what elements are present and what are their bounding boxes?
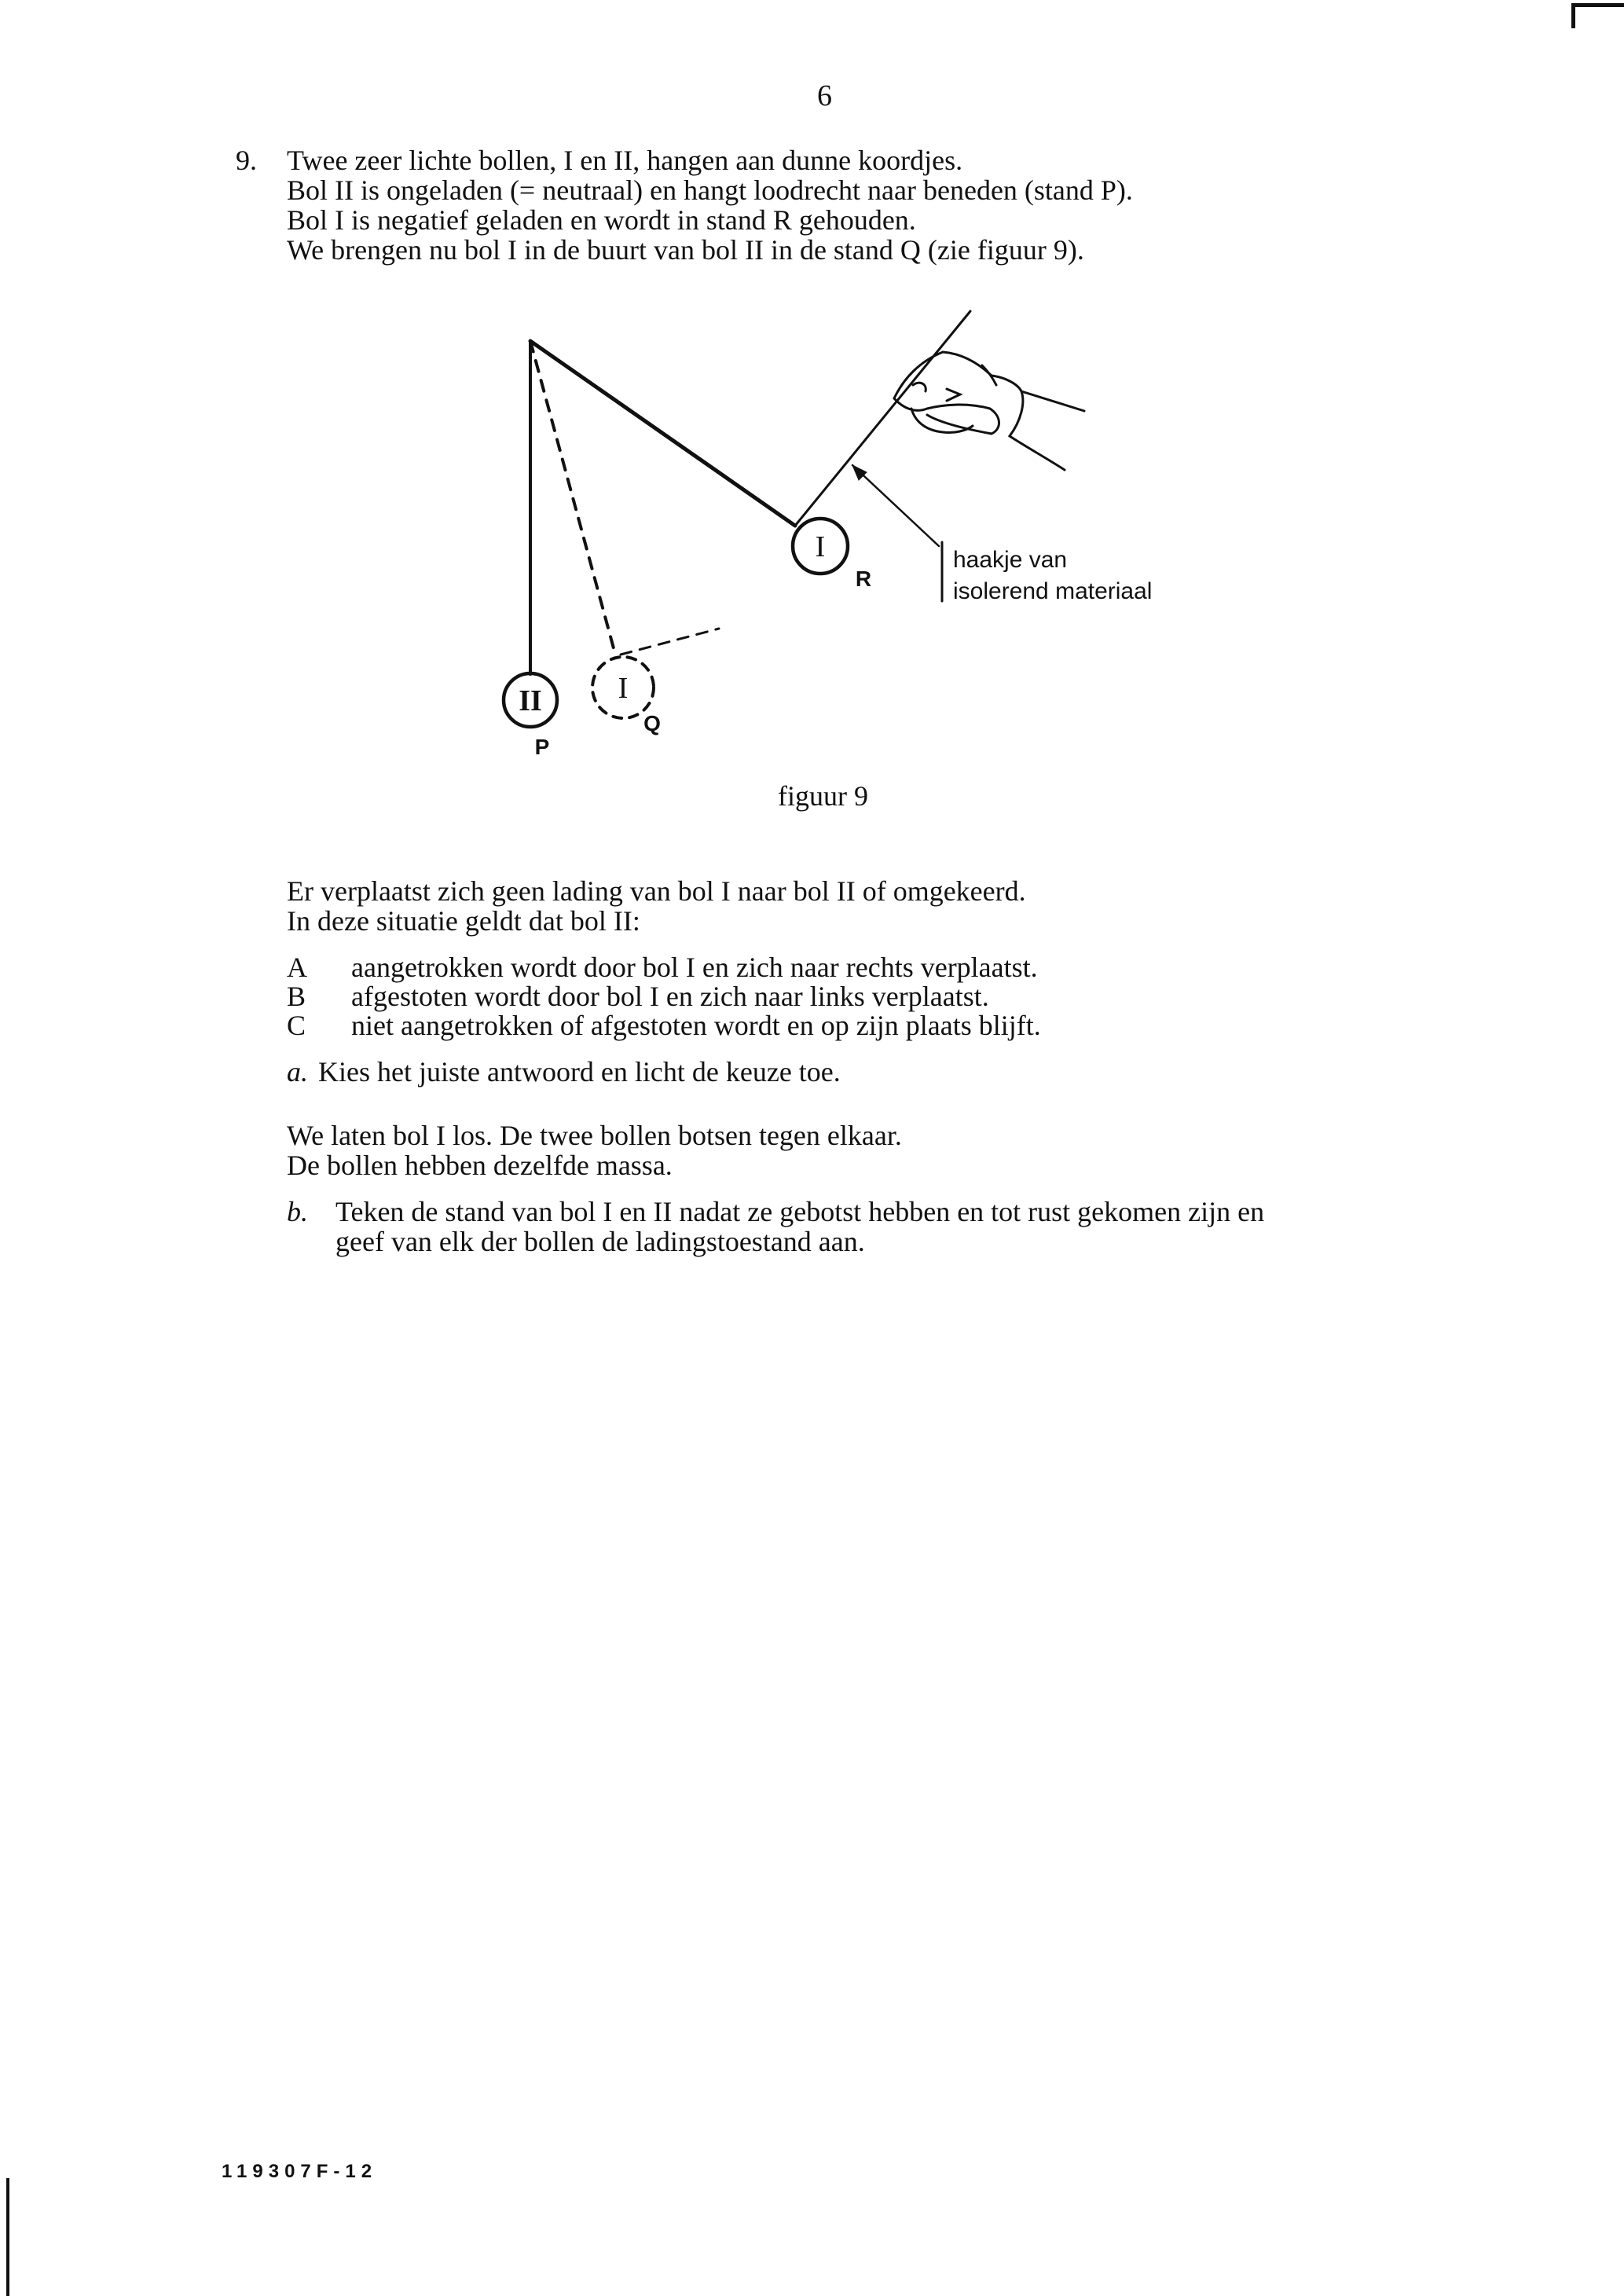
intro-line-1: Twee zeer lichte bollen, I en II, hangen aan dunne koordjes. [287,145,963,176]
part-a-label: a. [287,1056,308,1087]
release-line-1: We laten bol I los. De twee bollen botsen tegen elkaar. [287,1120,902,1151]
part-b-line-2: geef van elk der bollen de ladingstoestand aan. [335,1226,865,1257]
option-c-text: niet aangetrokken of afgestoten wordt en op zijn plaats blijft. [351,1010,1041,1041]
question-number: 9. [236,145,257,176]
position-R-label: R [855,567,872,591]
situation-line-1: Er verplaatst zich geen lading van bol I naar bol II of omgekeerd. [287,875,1026,907]
option-a-text: aangetrokken wordt door bol I en zich naar rechts verplaatst. [351,952,1038,983]
footer-code: 119307F-12 [222,2161,378,2182]
option-b-letter: B [287,981,306,1012]
page-number: 6 [817,79,832,112]
option-b-text: afgestoten wordt door bol I en zich naar links verplaatst. [351,981,989,1012]
hook-label-line-2: isolerend materiaal [953,578,1153,604]
part-b-line-1: Teken de stand van bol I en II nadat ze gebotst hebben en tot rust gekomen zijn en [335,1196,1265,1227]
dashed-hook-Q [621,629,719,655]
situation-line-2: In deze situatie geldt dat bol II: [287,905,640,937]
figure-9-diagram [0,0,1624,786]
option-a-letter: A [287,952,307,983]
string-ball-I [530,341,795,526]
intro-line-4: We brengen nu bol I in de buurt van bol II in de stand Q (zie figuur 9). [287,234,1084,266]
release-line-2: De bollen hebben dezelfde massa. [287,1150,673,1181]
pointer-line [852,465,939,546]
ball-II-label: II [519,684,542,717]
dashed-string-Q [530,341,614,648]
ball-I-label: I [815,530,826,563]
part-b-label: b. [287,1196,308,1227]
pointer-arrowhead [852,465,867,480]
ball-I-dashed-label: I [618,672,629,705]
intro-line-3: Bol I is negatief geladen en wordt in stand R gehouden. [287,204,916,236]
position-Q-label: Q [643,711,661,735]
figure-caption: figuur 9 [778,780,868,812]
part-a-text: Kies het juiste antwoord en licht de keuze toe. [318,1056,841,1087]
corner-mark-bottom-vertical [6,2178,9,2296]
intro-line-2: Bol II is ongeladen (= neutraal) en hangt loodrecht naar beneden (stand P). [287,174,1133,206]
hook-label-line-1: haakje van [953,547,1068,573]
position-P-label: P [534,735,550,759]
option-c-letter: C [287,1010,306,1041]
